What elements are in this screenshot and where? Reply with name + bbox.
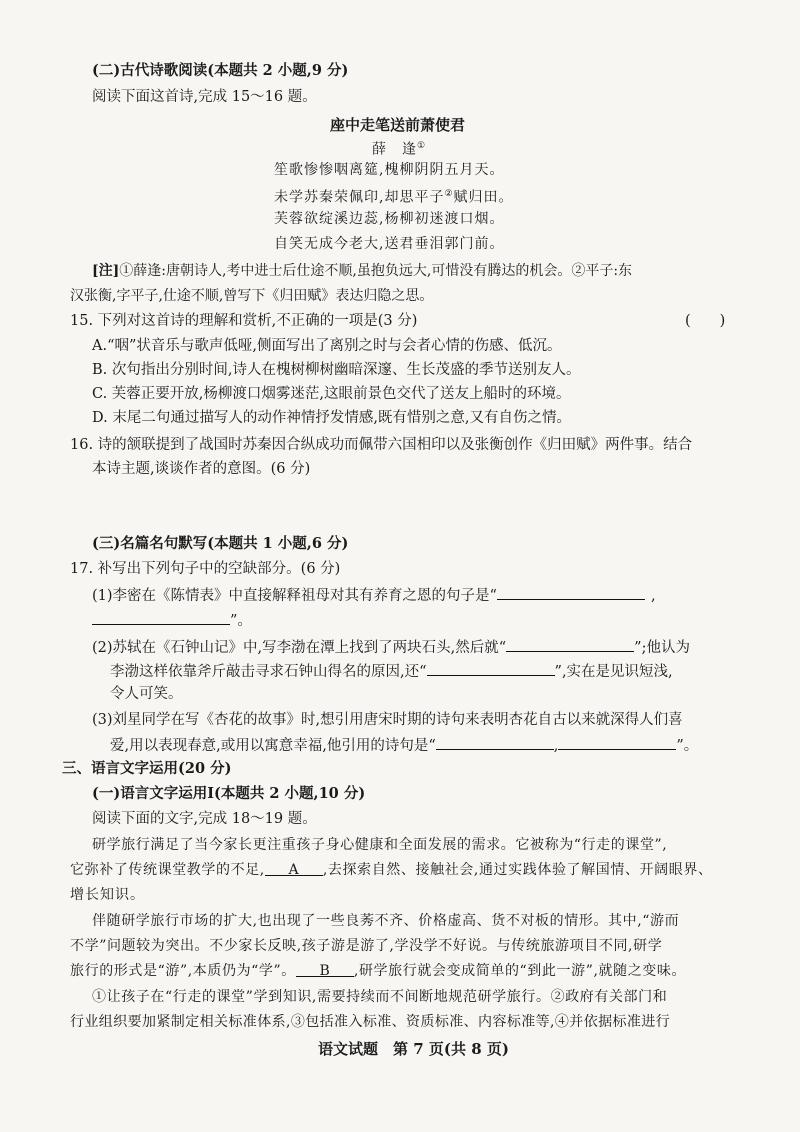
poem-line-2-b: 赋归田。 <box>453 189 514 206</box>
passage-p2-line-3-b: ,研学旅行就会变成简单的“到此一游”,就随之变味。 <box>353 963 687 979</box>
poem-line-2-a: 未学苏秦荣佩印,却思平子 <box>274 189 445 206</box>
q17-item-1-cont <box>92 610 252 630</box>
q17-item-2-text-d: ”,实在是见识短浅, <box>554 664 673 680</box>
q17-item-1-end: ”。 <box>230 613 252 629</box>
q15-option-d: D. 末尾二句通过描写人的动作神情抒发情感,既有惜别之意,又有自伤之情。 <box>92 410 572 426</box>
blank-b: B <box>296 962 354 977</box>
section-heading-poetry: (二)古代诗歌阅读(本题共 2 小题,9 分) <box>92 62 349 79</box>
q17-item-3-cont <box>110 735 698 755</box>
q17-item-1 <box>92 585 656 605</box>
answer-blank-3[interactable] <box>506 637 634 652</box>
q17-item-3-end: ”。 <box>676 738 699 754</box>
poem-line-2 <box>274 185 514 207</box>
passage-instruction: 阅读下面的文字,完成 18～19 题。 <box>92 811 317 827</box>
q15-stem: 15. 下列对这首诗的理解和赏析,不正确的一项是(3 分) <box>70 313 418 329</box>
passage-p1-line-2 <box>70 861 713 879</box>
q17-item-2-text-a: (2)苏轼在《石钟山记》中,写李渤在潭上找到了两块石头,然后就“ <box>92 640 507 656</box>
q17-item-3-comma: , <box>553 738 559 754</box>
q15-option-c: C. 芙蓉正要开放,杨柳渡口烟雾迷茫,这眼前景色交代了送友上船时的环境。 <box>92 386 571 402</box>
poem-line-4: 自笑无成今老大,送君垂泪郭门前。 <box>274 236 505 252</box>
q17-item-1-comma: , <box>650 588 656 604</box>
poem-line-1: 笙歌惨惨咽离筵,槐柳阴阴五月天。 <box>274 162 505 178</box>
passage-p1-line-2-a: 它弥补了传统课堂教学的不足, <box>70 862 265 878</box>
passage-p3-line-1: ①让孩子在“行走的课堂”学到知识,需要持续而不间断地规范研学旅行。②政府有关部门和 <box>92 989 668 1005</box>
poem-title: 座中走笔送前萧使君 <box>330 116 466 134</box>
answer-blank-1[interactable] <box>497 585 645 600</box>
section-heading-recitation: (三)名篇名句默写(本题共 1 小题,6 分) <box>92 535 349 552</box>
page-footer: 语文试题 第 7 页(共 8 页) <box>318 1040 509 1058</box>
q17-item-2 <box>92 637 690 657</box>
poem-line-3: 芙蓉欲绽溪边蕊,杨柳初迷渡口烟。 <box>274 211 505 227</box>
q16-line-1: 16. 诗的颔联提到了战国时苏秦因合纵成功而佩带六国相印以及张衡创作《归田赋》两件事。结合 <box>70 437 693 453</box>
q17-item-3: (3)刘星同学在写《杏花的故事》时,想引用唐宋时期的诗句来表明杏花自古以来就深得人们喜 <box>92 712 683 728</box>
passage-p1-line-2-b: ,去探索自然、接触社会,通过实践体验了解国情、开阔眼界、 <box>322 862 713 878</box>
poem-author-name: 薛 逢 <box>372 141 417 158</box>
q17-item-2-end: 令人可笑。 <box>110 686 183 702</box>
note-line-1 <box>92 262 632 280</box>
q17-item-2-cont <box>110 661 673 681</box>
note-label: [注] <box>92 263 120 279</box>
passage-p3-line-2: 行业组织要加紧制定相关标准体系,③包括准入标准、资质标准、内容标准等,④并依据标准进行 <box>70 1014 671 1030</box>
q15-answer-paren: ( ) <box>685 313 726 329</box>
q17-item-2-text-c: 李渤这样依靠斧斤敲击寻求石钟山得名的原因,还“ <box>110 664 427 680</box>
passage-p2-line-3 <box>70 962 686 980</box>
poetry-instruction: 阅读下面这首诗,完成 15～16 题。 <box>92 89 317 105</box>
note-mark-1: ① <box>417 141 427 151</box>
passage-p2-line-3-a: 旅行的形式是“游”,本质仍为“学”。 <box>70 963 296 979</box>
subsection-heading: (一)语言文字运用Ⅰ(本题共 2 小题,10 分) <box>92 785 366 802</box>
passage-p2-line-2: 不学”问题较为突出。不少家长反映,孩子游是游了,学没学不好说。与传统旅游项目不同,研学 <box>70 938 663 954</box>
passage-p1-line-3: 增长知识。 <box>70 887 145 903</box>
q15-option-a: A.“咽”状音乐与歌声低哑,侧面写出了离别之时与会者心情的伤感、低沉。 <box>92 338 562 354</box>
q17-item-3-text-b: 爱,用以表现春意,或用以寓意幸福,他引用的诗句是“ <box>110 738 436 754</box>
answer-blank-6[interactable] <box>558 735 676 750</box>
note-text-1: ①薛逢:唐朝诗人,考中进士后仕途不顺,虽抱负远大,可惜没有腾达的机会。②平子:东 <box>119 263 633 279</box>
passage-p2-line-1: 伴随研学旅行市场的扩大,也出现了一些良莠不齐、价格虚高、货不对板的情形。其中,“游而 <box>92 913 680 929</box>
q16-line-2: 本诗主题,谈谈作者的意图。(6 分) <box>92 461 311 477</box>
q15-option-b: B. 次句指出分别时间,诗人在槐树柳树幽暗深邃、生长茂盛的季节送别友人。 <box>92 362 581 378</box>
q17-stem: 17. 补写出下列句子中的空缺部分。(6 分) <box>70 561 341 577</box>
q17-item-2-text-b: ”;他认为 <box>634 640 690 656</box>
note-mark-2: ② <box>444 189 454 199</box>
answer-blank-2[interactable] <box>92 610 230 625</box>
blank-a: A <box>265 861 323 876</box>
note-line-2: 汉张衡,字平子,仕途不顺,曾写下《归田赋》表达归隐之思。 <box>70 288 434 304</box>
passage-p1-line-1: 研学旅行满足了当今家长更注重孩子身心健康和全面发展的需求。它被称为“行走的课堂”, <box>92 837 668 853</box>
part-three-heading: 三、语言文字运用(20 分) <box>62 760 232 777</box>
answer-blank-4[interactable] <box>427 661 555 676</box>
answer-blank-5[interactable] <box>436 735 554 750</box>
poem-author <box>372 137 426 159</box>
q17-item-1-text: (1)李密在《陈情表》中直接解释祖母对其有养育之恩的句子是“ <box>92 588 497 604</box>
